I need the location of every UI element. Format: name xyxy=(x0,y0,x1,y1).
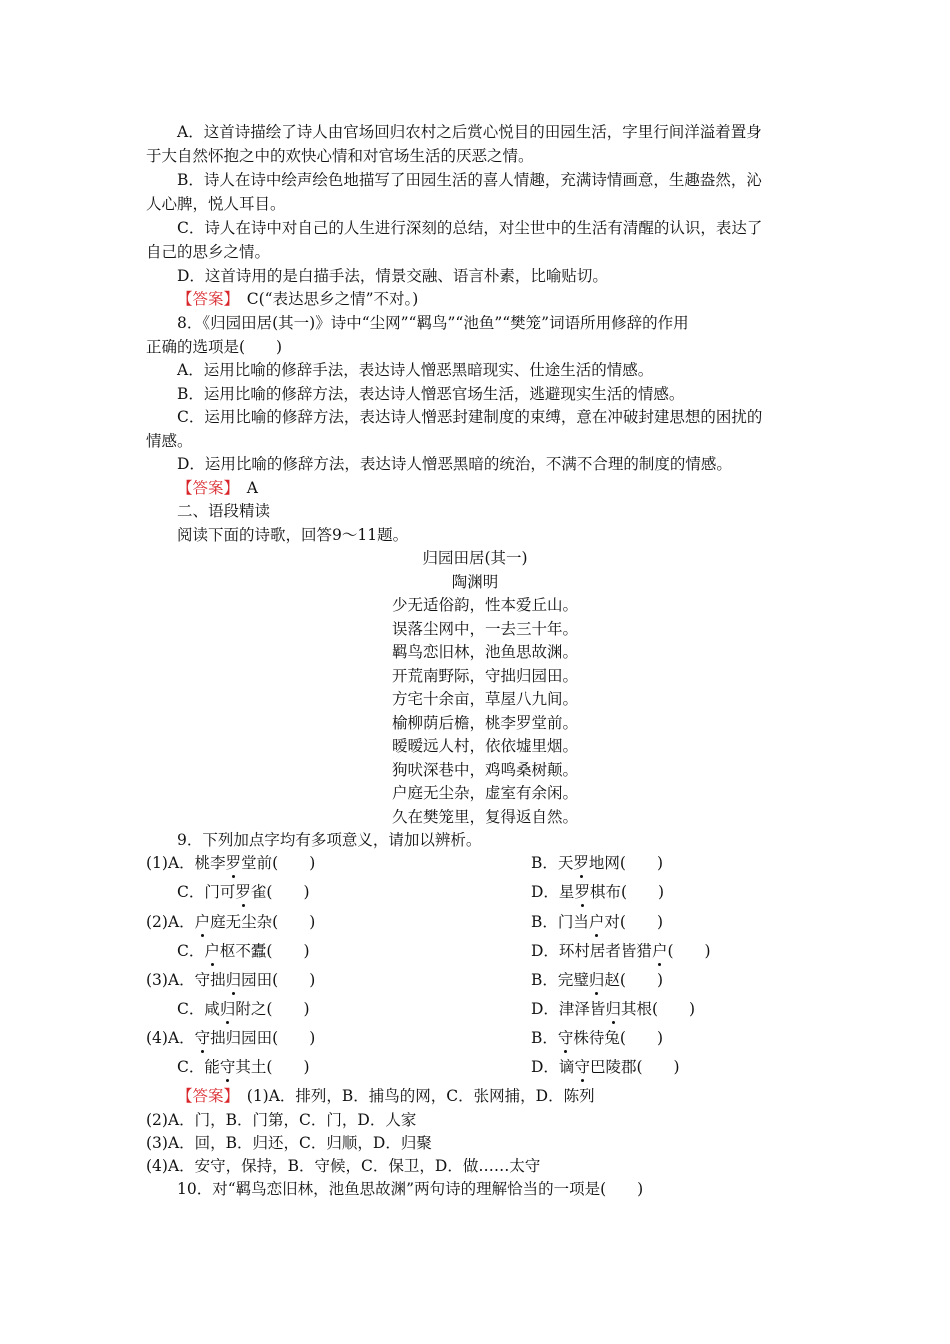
q9-item-left xyxy=(177,998,310,1020)
dotted-char: 户 xyxy=(204,942,220,960)
poem-line: 久在樊笼里，复得返自然。 xyxy=(392,808,579,826)
dotted-char: 守 xyxy=(557,1029,574,1047)
dotted-char: 户 xyxy=(194,913,211,931)
item-text: 赵( ) xyxy=(604,971,664,989)
item-text: (3)A．守拙 xyxy=(146,971,226,989)
q7-option-c-line1: C．诗人在诗中对自己的人生进行深刻的总结，对尘世中的生活有清醒的认识，表达了 xyxy=(177,219,763,237)
q8-option-c-line1: C．运用比喻的修辞方法，表达诗人憎恶封建制度的束缚，意在冲破封建思想的困扰的 xyxy=(177,408,763,426)
dotted-char: 户 xyxy=(588,913,605,931)
q7-option-c-line2: 自己的思乡之情。 xyxy=(146,243,271,261)
q9-answer-text: (1)A．排列，B．捕鸟的网，C．张网捕，D．陈列 xyxy=(231,1087,595,1105)
item-text: B． xyxy=(531,1029,558,1047)
q9-item-left xyxy=(146,911,315,933)
q8-option-d: D．运用比喻的修辞方法，表达诗人憎恶黑暗的统治，不满不合理的制度的情感。 xyxy=(177,455,732,473)
section-heading: 二、语段精读 xyxy=(177,502,271,520)
dotted-char: 守 xyxy=(574,1058,590,1076)
q9-answer xyxy=(177,1085,595,1107)
answer-tag: 【答案】 xyxy=(177,1087,232,1105)
q9-item-left xyxy=(146,969,315,991)
q7-option-b-line2: 人心脾，悦人耳目。 xyxy=(146,195,286,213)
q9-item-right xyxy=(531,1056,680,1078)
item-text: D．谪 xyxy=(531,1058,575,1076)
q8-answer-text: A xyxy=(231,479,258,497)
q7-option-a-line2: 于大自然怀抱之中的欢快心情和对官场生活的厌恶之情。 xyxy=(146,147,534,165)
dotted-char: 归 xyxy=(219,1000,236,1018)
item-text: C．能 xyxy=(177,1058,220,1076)
poem-line: 榆柳荫后檐，桃李罗堂前。 xyxy=(392,714,579,732)
item-text: 其根( ) xyxy=(620,1000,696,1018)
q7-answer xyxy=(177,288,418,310)
q9-item-left xyxy=(146,1027,315,1049)
item-text: 拙归园田( ) xyxy=(210,1029,316,1047)
item-text: ( ) xyxy=(667,942,711,960)
poem-line: 开荒南野际，守拙归园田。 xyxy=(392,667,579,685)
item-text: 园田( ) xyxy=(241,971,316,989)
poem-line: 暧暧远人村，依依墟里烟。 xyxy=(392,737,579,755)
answer-tag: 【答案】 xyxy=(177,290,232,308)
poem-line: 户庭无尘杂，虚室有余闲。 xyxy=(392,784,579,802)
poem-title: 归园田居(其一) xyxy=(422,549,528,567)
item-text: B．门当 xyxy=(531,913,589,931)
q9-item-left xyxy=(177,881,310,903)
item-text: (4)A． xyxy=(146,1029,195,1047)
poem-line: 狗吠深巷中，鸡鸣桑树颠。 xyxy=(392,761,579,779)
item-text: C．咸 xyxy=(177,1000,220,1018)
item-text: 枢不蠹( ) xyxy=(219,942,310,960)
item-text: B．完璧 xyxy=(531,971,589,989)
item-text: (1)A．桃李 xyxy=(146,854,226,872)
poem-line: 方宅十余亩，草屋八九间。 xyxy=(392,690,579,708)
item-text: 其土( ) xyxy=(235,1058,310,1076)
q9-item-right xyxy=(531,940,711,962)
q8-option-c-line2: 情感。 xyxy=(146,432,193,450)
q7-option-b-line1: B．诗人在诗中绘声绘色地描写了田园生活的喜人情趣，充满诗情画意，生趣盎然，沁 xyxy=(177,171,762,189)
q9-answer-line: (4)A．安守，保持，B．守候，C．保卫，D．做……太守 xyxy=(146,1157,541,1175)
poem-line: 羁鸟恋旧林，池鱼思故渊。 xyxy=(392,643,579,661)
q9-item-right xyxy=(531,911,663,933)
item-text: C． xyxy=(177,942,205,960)
answer-tag: 【答案】 xyxy=(177,479,232,497)
poem-author: 陶渊明 xyxy=(451,573,499,591)
item-text: 对( ) xyxy=(604,913,664,931)
item-text: (2)A． xyxy=(146,913,195,931)
item-text: C．门可 xyxy=(177,883,236,901)
q9-item-right xyxy=(531,852,663,874)
item-text: 地网( ) xyxy=(588,854,664,872)
item-text: B．天 xyxy=(531,854,574,872)
q8-stem-line2: 正确的选项是( ) xyxy=(146,338,283,356)
q9-item-left xyxy=(177,1056,310,1078)
q7-answer-text: C(“表达思乡之情”不对。) xyxy=(231,290,419,308)
dotted-char: 户 xyxy=(651,942,668,960)
item-text: 株待兔( ) xyxy=(573,1029,664,1047)
item-text: D．星 xyxy=(531,883,575,901)
dotted-char: 罗 xyxy=(573,854,589,872)
dotted-char: 守 xyxy=(194,1029,211,1047)
item-text: 雀( ) xyxy=(250,883,310,901)
q9-item-right xyxy=(531,998,695,1020)
q9-item-left xyxy=(146,852,315,874)
q10-stem: 10．对“羁鸟恋旧林，池鱼思故渊”两句诗的理解恰当的一项是( ) xyxy=(177,1180,644,1198)
q8-stem-line1: 8．《归园田居(其一)》诗中“尘网”“羁鸟”“池鱼”“樊笼”词语所用修辞的作用 xyxy=(177,314,689,332)
item-text: D．环村居者皆猎 xyxy=(531,942,652,960)
q7-option-a-line1: A．这首诗描绘了诗人由官场回归农村之后赏心悦目的田园生活，字里行间洋溢着置身 xyxy=(177,123,762,141)
poem-line: 误落尘网中，一去三十年。 xyxy=(392,620,579,638)
item-text: 棋布( ) xyxy=(589,883,665,901)
q9-item-left xyxy=(177,940,310,962)
q9-item-right xyxy=(531,1027,663,1049)
q9-answer-line: (3)A．回，B．归还，C．归顺，D．归聚 xyxy=(146,1134,432,1152)
dotted-char: 归 xyxy=(588,971,605,989)
item-text: D．津泽皆 xyxy=(531,1000,606,1018)
poem-line: 少无适俗韵，性本爱丘山。 xyxy=(392,596,579,614)
dotted-char: 罗 xyxy=(235,883,251,901)
dotted-char: 罗 xyxy=(225,854,242,872)
section-intro: 阅读下面的诗歌，回答9～11题。 xyxy=(177,526,409,544)
item-text: 庭无尘杂( ) xyxy=(210,913,316,931)
q8-option-a: A．运用比喻的修辞手法，表达诗人憎恶黑暗现实、仕途生活的情感。 xyxy=(177,361,654,379)
q9-item-right xyxy=(531,969,663,991)
q7-option-d: D．这首诗用的是白描手法，情景交融、语言朴素，比喻贴切。 xyxy=(177,267,608,285)
item-text: 巴陵郡( ) xyxy=(589,1058,680,1076)
q9-stem: 9．下列加点字均有多项意义，请加以辨析。 xyxy=(177,831,482,849)
q8-answer xyxy=(177,477,258,499)
dotted-char: 守 xyxy=(219,1058,236,1076)
q9-item-right xyxy=(531,881,664,903)
q9-answer-line: (2)A．门，B．门第，C．门，D．人家 xyxy=(146,1111,417,1129)
q8-option-b: B．运用比喻的修辞方法，表达诗人憎恶官场生活，逃避现实生活的情感。 xyxy=(177,385,685,403)
dotted-char: 归 xyxy=(225,971,242,989)
dotted-char: 罗 xyxy=(574,883,590,901)
dotted-char: 归 xyxy=(605,1000,621,1018)
item-text: 附之( ) xyxy=(235,1000,310,1018)
item-text: 堂前( ) xyxy=(241,854,316,872)
